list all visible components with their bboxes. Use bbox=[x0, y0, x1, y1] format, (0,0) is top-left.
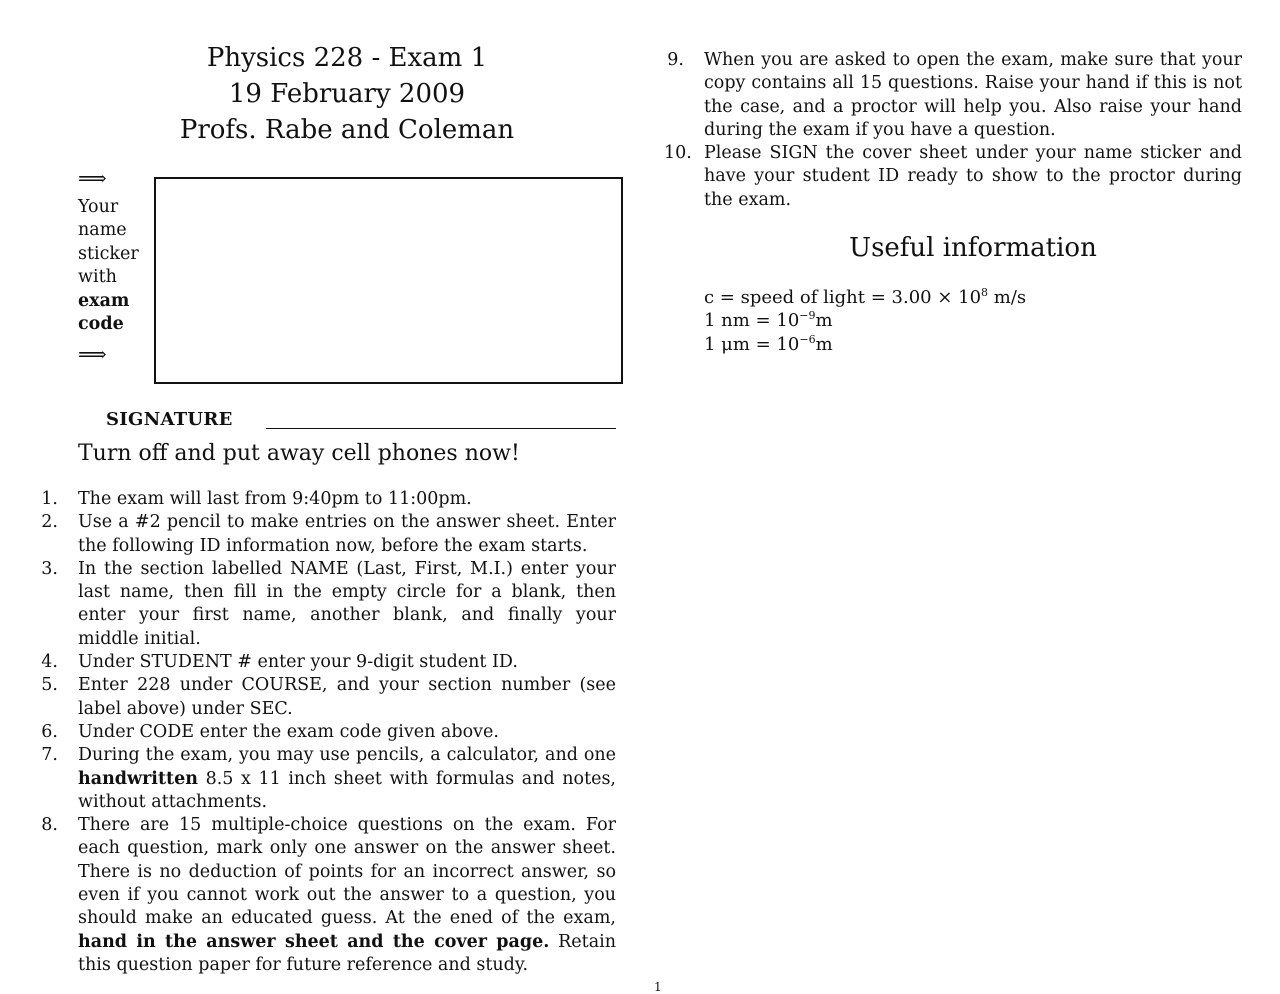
exam-date: 19 February 2009 bbox=[228, 79, 466, 109]
course-title: Physics 228 - Exam 1 bbox=[206, 43, 488, 73]
instruction-number: 2. bbox=[41, 512, 58, 533]
instruction-number: 8. bbox=[41, 815, 58, 836]
instruction-emphasis: hand in the answer sheet and the cover page. bbox=[78, 931, 550, 952]
useful-info-line: 1 nm = $10^{-9}m$ bbox=[704, 309, 833, 332]
useful-info-line: c = speed of light = $3.00 \times 10^8$ m/s bbox=[704, 286, 1027, 308]
sticker-label bbox=[78, 196, 148, 336]
instruction-number: 6. bbox=[41, 721, 58, 742]
right-arrow-icon: ⟹ bbox=[78, 166, 107, 190]
sticker-label-line: exam bbox=[78, 290, 130, 311]
instruction-item bbox=[41, 651, 616, 674]
useful-info-list bbox=[704, 286, 1026, 356]
right-arrow-icon: ⟹ bbox=[78, 342, 107, 366]
sticker-label-line: sticker bbox=[78, 243, 139, 264]
cell-phone-notice: Turn off and put away cell phones now! bbox=[78, 441, 520, 466]
instruction-text: During the exam, you may use pencils, a calculator, and one bbox=[78, 745, 616, 766]
instruction-text: When you are asked to open the exam, make sure that your copy contains all 15 questions. Raise your hand if this is not the case, and a proctor will help you. Also raise your hand during the exam if you have a question. bbox=[704, 50, 1242, 140]
instructions-list bbox=[41, 488, 616, 977]
instructions-list-continued bbox=[664, 49, 1242, 212]
instruction-text: 8.5 x 11 inch sheet with formulas and notes, without attachments. bbox=[78, 768, 616, 812]
instruction-text: Use a #2 pencil to make entries on the answer sheet. Enter the following ID information now, before the exam starts. bbox=[78, 512, 616, 556]
instruction-emphasis: handwritten bbox=[78, 768, 198, 789]
instruction-text: Under STUDENT # enter your 9-digit student ID. bbox=[78, 652, 518, 673]
instruction-number: 3. bbox=[41, 558, 58, 579]
instruction-item bbox=[664, 142, 1242, 212]
instruction-item bbox=[41, 744, 616, 814]
instruction-number: 5. bbox=[41, 675, 58, 696]
instruction-item bbox=[41, 814, 616, 977]
instruction-item bbox=[41, 558, 616, 651]
signature-line bbox=[266, 428, 616, 429]
useful-info-heading: Useful information bbox=[849, 233, 1097, 263]
instruction-number: 10. bbox=[664, 143, 692, 164]
instruction-item bbox=[667, 49, 1242, 142]
instruction-text: In the section labelled NAME (Last, First, M.I.) enter your last name, then fill in the empty circle for a blank, then enter your first name, another blank, and finally your middle initial. bbox=[78, 558, 616, 649]
instruction-number: 7. bbox=[41, 745, 58, 766]
instruction-item bbox=[41, 721, 616, 744]
signature-label: SIGNATURE bbox=[106, 409, 233, 430]
exam-header bbox=[170, 40, 524, 148]
sticker-label-line: with bbox=[78, 267, 117, 288]
instruction-number: 4. bbox=[41, 652, 58, 673]
professors: Profs. Rabe and Coleman bbox=[179, 115, 515, 145]
useful-info-line: 1 $\mu m = 10^{-6}m$ bbox=[704, 332, 833, 355]
instruction-item bbox=[41, 511, 616, 558]
sticker-label-line: name bbox=[78, 220, 127, 241]
sticker-label-line: Your bbox=[78, 197, 119, 217]
instruction-text: Enter 228 under COURSE, and your section number (see label above) under SEC. bbox=[78, 675, 616, 719]
instruction-item bbox=[41, 674, 616, 721]
sticker-label-line: code bbox=[78, 314, 124, 335]
instruction-text: The exam will last from 9:40pm to 11:00pm. bbox=[78, 489, 472, 509]
instruction-item bbox=[41, 488, 616, 511]
instruction-text: Retain this question paper for future reference and study. bbox=[78, 931, 616, 975]
name-sticker-box bbox=[154, 177, 623, 384]
instruction-text: Please SIGN the cover sheet under your name sticker and have your student ID ready to show to the proctor during the exam. bbox=[704, 143, 1242, 210]
instruction-number: 9. bbox=[667, 50, 684, 70]
instruction-text: There are 15 multiple-choice questions on the exam. For each question, mark only one answer on the answer sheet. There is no deduction of points for an incorrect answer, so even if you cannot work out the answer to a question, you should make an educated guess. At the ened of the exam, bbox=[78, 815, 616, 929]
instruction-number: 1. bbox=[41, 489, 58, 509]
page-number: 1 bbox=[654, 980, 662, 994]
instruction-text: Under CODE enter the exam code given above. bbox=[78, 721, 499, 742]
